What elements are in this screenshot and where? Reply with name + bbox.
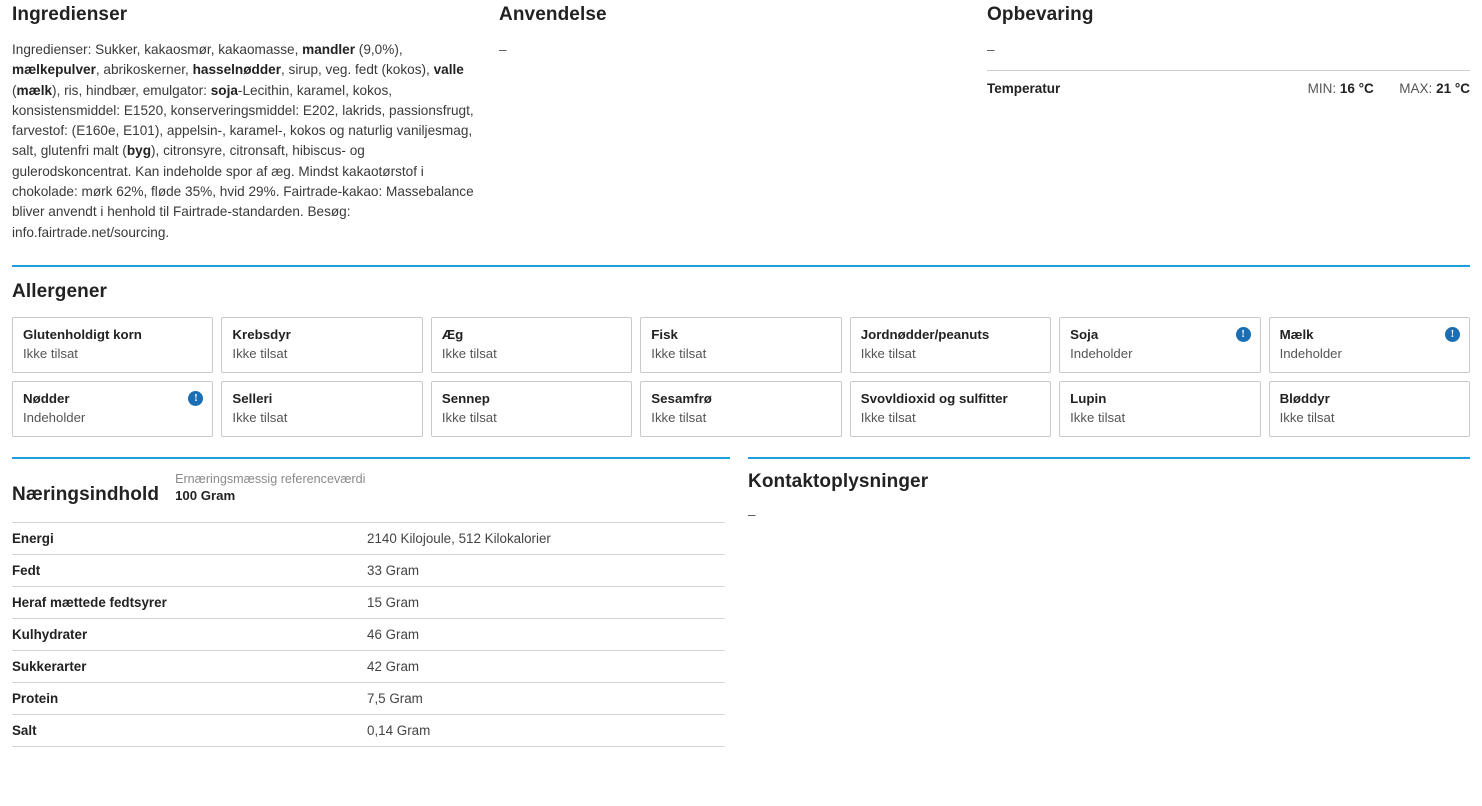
allergen-grid	[12, 317, 1470, 437]
storage-title: Opbevaring	[987, 4, 1094, 25]
nutrient-name: Heraf mættede fedtsyrer	[12, 594, 167, 610]
allergen-name: Soja	[1070, 326, 1099, 342]
allergen-name: Glutenholdigt korn	[23, 326, 142, 342]
allergen-card	[431, 317, 632, 373]
exclamation-circle-icon: !	[1445, 327, 1460, 342]
usage-value: –	[499, 42, 507, 57]
temperature-row	[987, 81, 1470, 96]
temperature-values	[1308, 81, 1470, 96]
nutrition-title: Næringsindhold	[12, 483, 160, 505]
storage-section	[986, 4, 1470, 96]
allergen-status: Ikke tilsat	[651, 345, 707, 361]
usage-section	[499, 4, 986, 60]
storage-divider	[987, 70, 1470, 71]
nutrient-value: 2140 Kilojoule, 512 Kilokalorier	[367, 530, 551, 546]
ingredients-title: Ingredienser	[12, 4, 128, 25]
allergen-status: Indeholder	[23, 409, 86, 425]
allergen-name: Svovldioxid og sulfitter	[860, 390, 1008, 406]
table-row	[12, 618, 725, 650]
allergen-status: Ikke tilsat	[232, 409, 288, 425]
allergen-name: Bløddyr	[1279, 390, 1330, 406]
allergen-status: Indeholder	[1279, 345, 1342, 361]
allergen-card	[221, 381, 422, 437]
allergen-name: Mælk	[1279, 326, 1314, 342]
reference-label: Ernæringsmæssig referenceværdi	[175, 471, 366, 486]
allergen-name: Sesamfrø	[651, 390, 712, 406]
temperature-min-value: 16 °C	[1339, 81, 1374, 96]
table-row	[12, 714, 725, 746]
allergen-name: Selleri	[232, 390, 273, 406]
allergen-card	[1059, 381, 1260, 437]
allergens-section	[12, 267, 1470, 437]
nutrient-value: 46 Gram	[367, 626, 420, 642]
allergen-status: Ikke tilsat	[651, 409, 707, 425]
allergen-card	[850, 381, 1051, 437]
nutrient-name: Salt	[12, 722, 37, 738]
allergen-status: Ikke tilsat	[23, 345, 78, 361]
allergen-name: Lupin	[1070, 390, 1107, 406]
exclamation-circle-icon: !	[1236, 327, 1251, 342]
nutrition-header	[12, 459, 730, 506]
allergen-name: Nødder	[23, 390, 70, 406]
allergen-status: Ikke tilsat	[860, 409, 916, 425]
temperature-max-value: 21 °C	[1436, 81, 1470, 96]
allergen-name: Sennep	[441, 390, 490, 406]
nutrient-value: 7,5 Gram	[367, 690, 423, 706]
usage-title: Anvendelse	[499, 4, 607, 25]
allergen-name: Krebsdyr	[232, 326, 291, 342]
allergen-status: Ikke tilsat	[232, 345, 288, 361]
contact-value: –	[748, 506, 756, 522]
top-info-row	[12, 0, 1470, 243]
allergen-name: Æg	[441, 326, 464, 342]
nutrient-name: Energi	[12, 530, 54, 546]
nutrient-value: 33 Gram	[367, 562, 420, 578]
ingredients-text: Ingredienser: Sukker, kakaosmør, kakaomasse, mandler (9,0%), mælkepulver, abrikoskerner, hasselnødder, sirup, veg. fedt (kokos), valle (mælk), ris, hindbær, emulgator: soja-Lecithin, karamel, kokos, konsistensmiddel: E1520, konserveringsmiddel: E202, lakrids, passionsfrugt, farvestof: (E160e, E101), appelsin-, karamel-, kokos og naturlig vaniljesmag, salt, glutenfri malt (byg), citronsyre, citronsaft, hibiscus- og gulerodskoncentrat. Kan indeholde spor af æg. Mindst kakaotørstof i chokolade: mørk 62%, fløde 35%, hvid 29%. Fairtrade-kakao: Massebalance bliver anvendt i henhold til Fairtrade-standarden. Besøg: info.fairtrade.net/sourcing.	[12, 42, 474, 240]
table-row	[12, 650, 725, 682]
storage-value: –	[987, 42, 995, 57]
allergen-card	[640, 317, 841, 373]
nutrient-name: Fedt	[12, 562, 41, 578]
allergen-status: Ikke tilsat	[1279, 409, 1335, 425]
allergen-card	[431, 381, 632, 437]
contact-header	[748, 459, 1470, 525]
allergen-card	[640, 381, 841, 437]
allergen-name: Fisk	[651, 326, 678, 342]
allergens-title: Allergener	[12, 280, 107, 302]
temperature-min-label: MIN:	[1307, 81, 1337, 96]
table-row	[12, 586, 725, 618]
table-row	[12, 682, 725, 714]
allergen-card	[1269, 317, 1470, 373]
nutrient-value: 15 Gram	[367, 594, 420, 610]
allergen-status: Ikke tilsat	[1070, 409, 1126, 425]
contact-section	[730, 457, 1470, 525]
ingredients-section	[12, 4, 499, 243]
nutrient-name: Sukkerarter	[12, 658, 87, 674]
nutrient-value: 42 Gram	[367, 658, 420, 674]
allergen-card	[12, 317, 213, 373]
exclamation-circle-icon: !	[188, 391, 203, 406]
table-row	[12, 522, 725, 554]
reference-value: 100 Gram	[175, 487, 236, 503]
allergen-status: Ikke tilsat	[441, 345, 497, 361]
contact-title: Kontaktoplysninger	[748, 470, 929, 492]
temperature-label: Temperatur	[987, 81, 1061, 96]
bottom-row	[12, 457, 1470, 747]
allergen-card	[1059, 317, 1260, 373]
allergen-status: Indeholder	[1070, 345, 1133, 361]
nutrient-name: Kulhydrater	[12, 626, 88, 642]
nutrition-table	[12, 522, 725, 747]
allergen-name: Jordnødder/peanuts	[860, 326, 990, 342]
allergen-card	[1269, 381, 1470, 437]
nutrient-name: Protein	[12, 690, 59, 706]
allergen-card	[221, 317, 422, 373]
nutrition-section	[12, 457, 730, 747]
allergen-status: Ikke tilsat	[860, 345, 916, 361]
allergen-card	[850, 317, 1051, 373]
table-row	[12, 554, 725, 586]
temperature-max-label: MAX:	[1399, 81, 1433, 96]
allergen-card	[12, 381, 213, 437]
allergen-status: Ikke tilsat	[441, 409, 497, 425]
reference-block	[175, 471, 365, 506]
nutrient-value: 0,14 Gram	[367, 722, 431, 738]
